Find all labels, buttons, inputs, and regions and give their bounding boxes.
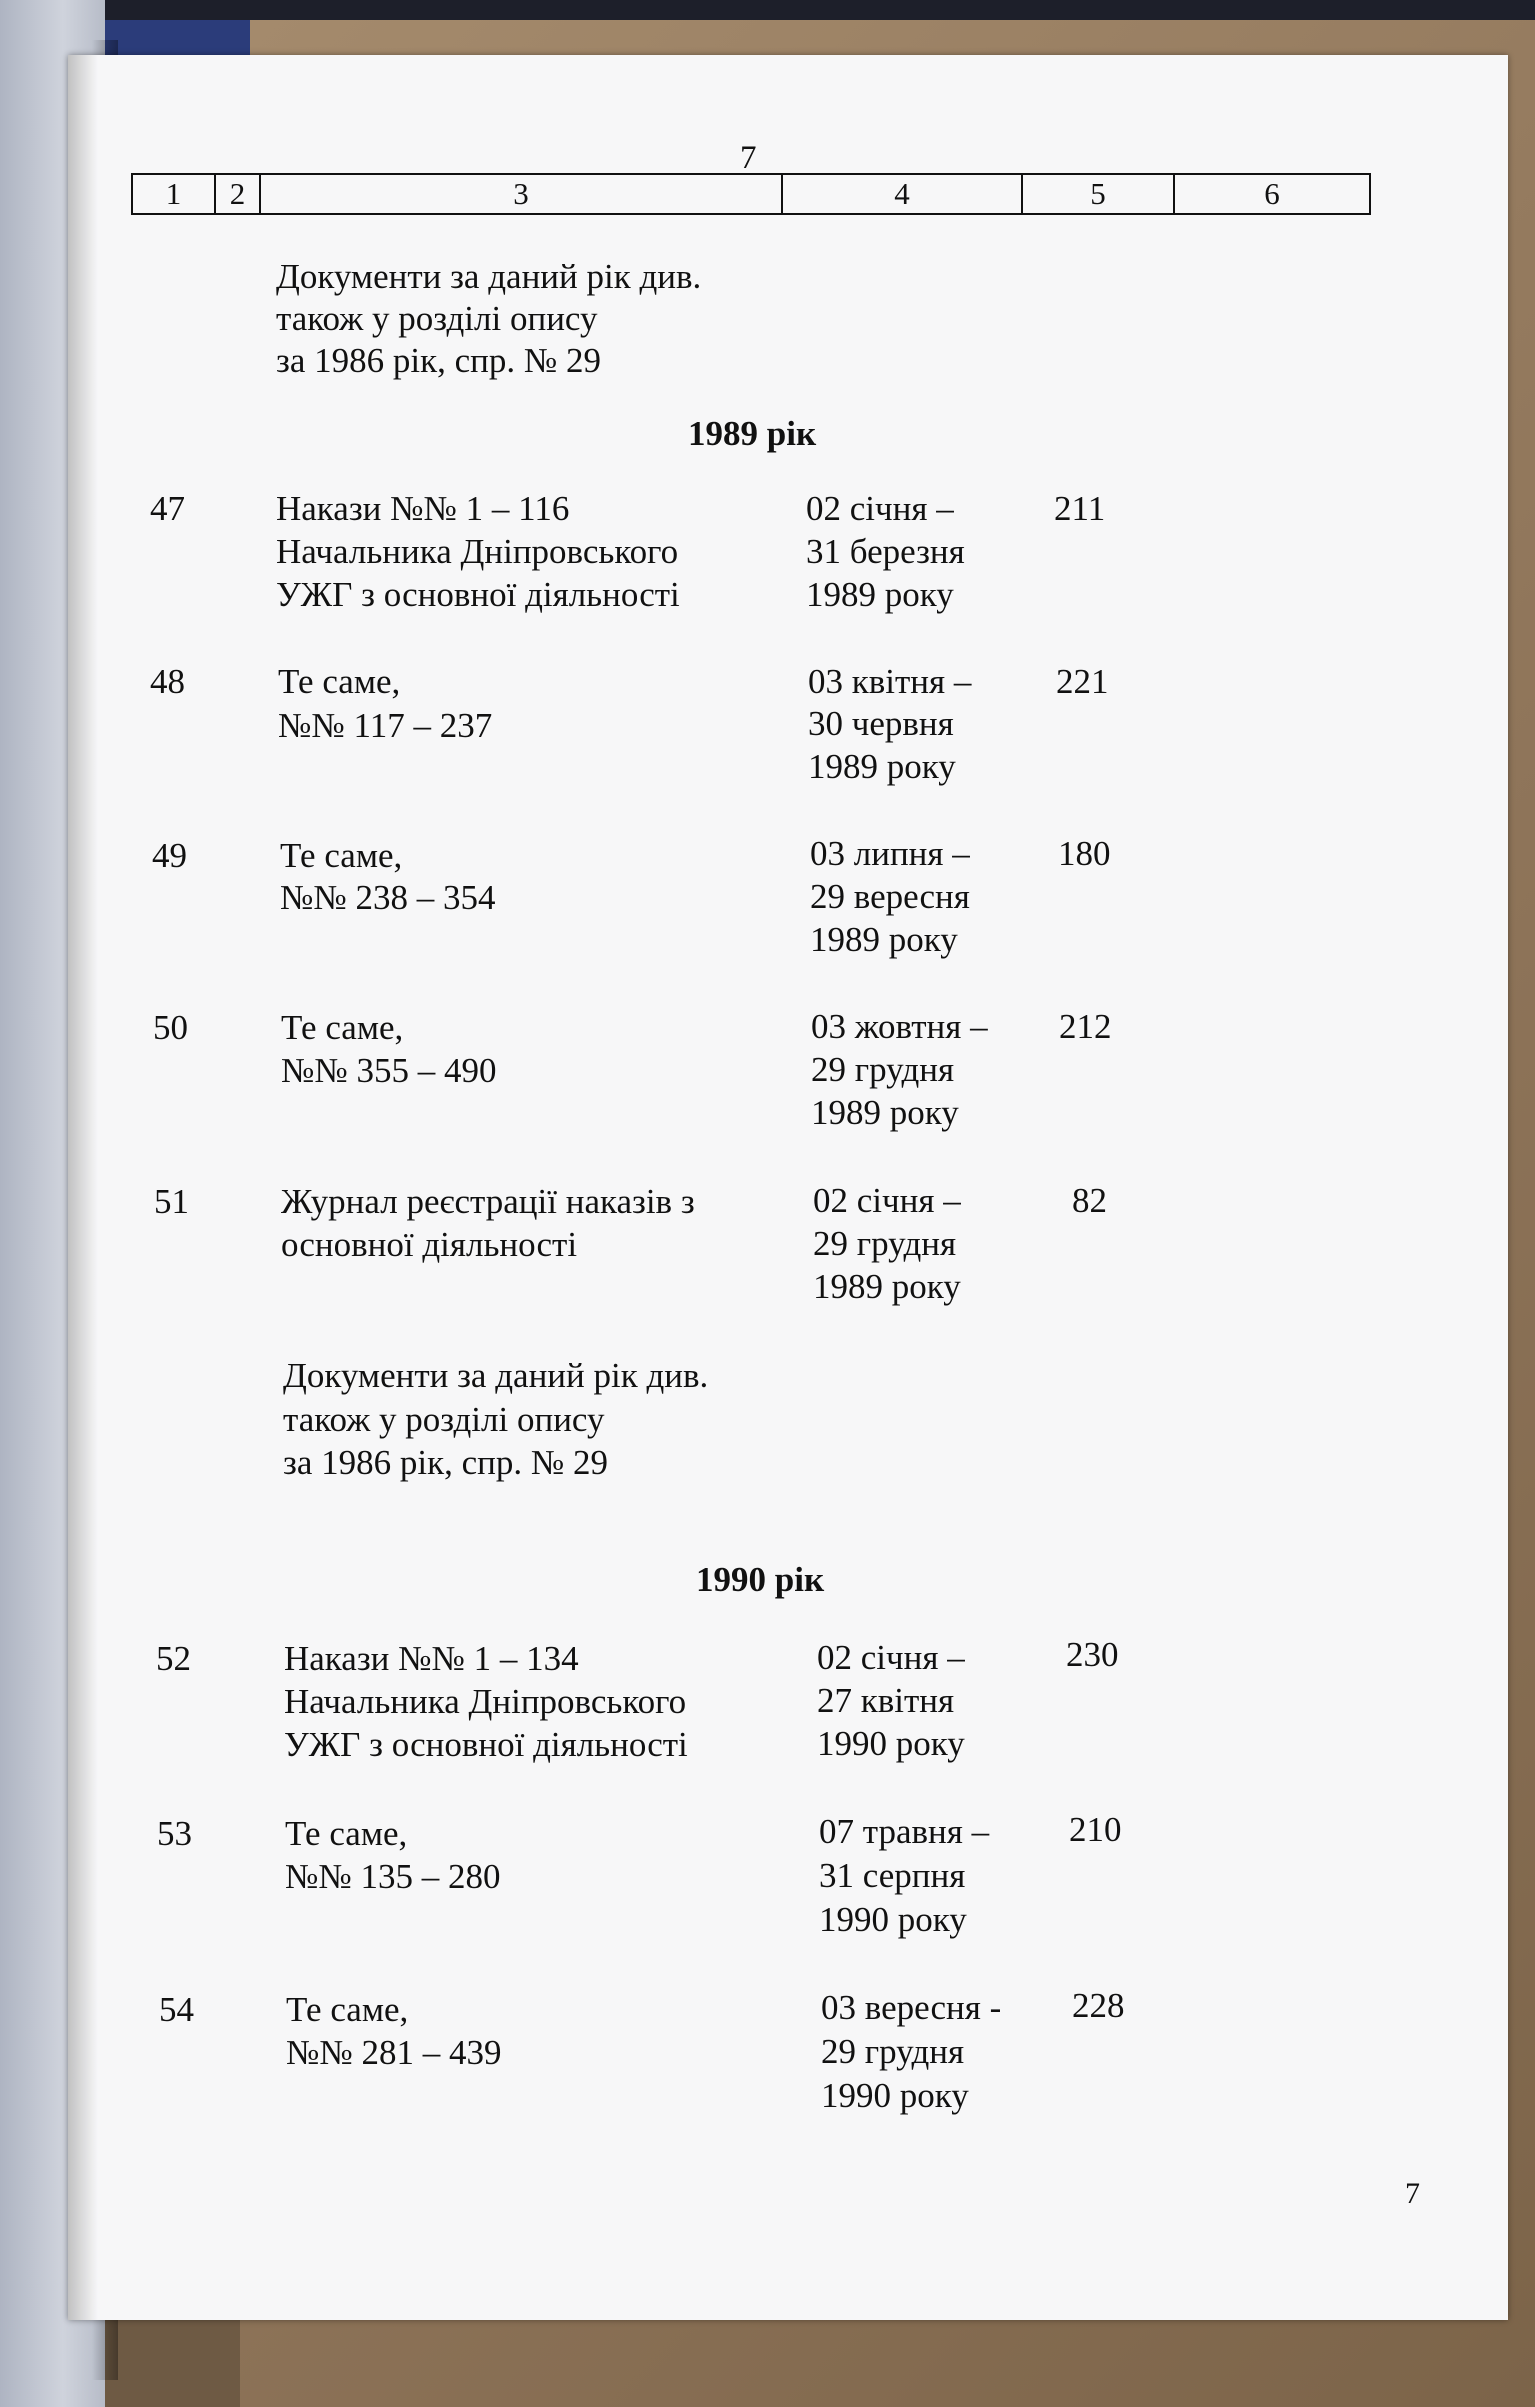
item-title-line: Те саме, [285, 1814, 408, 1853]
item-title-line: №№ 238 – 354 [280, 878, 496, 917]
header-col-4: 4 [783, 175, 1023, 213]
item-title-line: Те саме, [278, 662, 401, 701]
item-title-line: Накази №№ 1 – 134 [284, 1639, 579, 1678]
item-title-line: Журнал реєстрації наказів з [281, 1182, 695, 1221]
item-title-line: №№ 135 – 280 [285, 1857, 501, 1896]
top-dark-edge [0, 0, 1535, 20]
item-date-line: 07 травня – [819, 1812, 990, 1851]
item-date-line: 29 грудня [821, 2032, 965, 2071]
item-date-line: 03 жовтня – [811, 1007, 988, 1046]
item-date-line: 1989 року [811, 1093, 959, 1132]
item-number: 51 [154, 1182, 189, 1221]
item-date-line: 1989 року [808, 747, 956, 786]
item-date-line: 1990 року [817, 1724, 965, 1763]
note-top-line: також у розділі опису [276, 299, 598, 338]
item-date-line: 03 вересня - [821, 1988, 1002, 2027]
note-top-line: за 1986 рік, спр. № 29 [276, 341, 601, 380]
item-title-line: основної діяльності [281, 1225, 578, 1264]
year-heading-1990: 1990 рік [696, 1560, 825, 1599]
item-title-line: Начальника Дніпровського [276, 532, 679, 571]
item-date-line: 03 липня – [810, 834, 970, 873]
item-pages: 212 [1059, 1007, 1112, 1046]
page-number-top: 7 [740, 140, 757, 176]
header-col-3: 3 [261, 175, 783, 213]
header-col-2: 2 [216, 175, 261, 213]
note-top-line: Документи за даний рік див. [276, 257, 702, 296]
item-number: 52 [156, 1639, 191, 1678]
header-col-5: 5 [1023, 175, 1175, 213]
note-bottom-line: Документи за даний рік див. [283, 1356, 709, 1395]
header-col-6: 6 [1264, 176, 1280, 211]
item-pages: 211 [1054, 489, 1106, 528]
item-pages: 210 [1069, 1810, 1122, 1849]
item-title-line: Начальника Дніпровського [284, 1682, 687, 1721]
item-title-line: №№ 281 – 439 [286, 2033, 502, 2072]
item-pages: 230 [1066, 1635, 1119, 1674]
item-pages: 82 [1072, 1181, 1107, 1220]
item-number: 48 [150, 662, 185, 701]
item-date-line: 1990 року [819, 1900, 967, 1939]
item-date-line: 29 грудня [813, 1224, 957, 1263]
page-number-bottom: 7 [1405, 2177, 1420, 2210]
item-date-line: 02 січня – [817, 1638, 965, 1677]
item-title-line: УЖГ з основної діяльності [284, 1725, 688, 1764]
item-pages: 228 [1072, 1986, 1125, 2025]
item-number: 54 [159, 1990, 194, 2029]
item-date-line: 1989 року [806, 575, 954, 614]
item-date-line: 1989 року [813, 1267, 961, 1306]
item-title-line: Накази №№ 1 – 116 [276, 489, 570, 528]
item-number: 50 [153, 1008, 188, 1047]
item-date-line: 02 січня – [806, 489, 954, 528]
header-col-1: 1 [133, 175, 216, 213]
item-date-line: 1990 року [821, 2076, 969, 2115]
item-date-line: 31 березня [806, 532, 965, 571]
item-date-line: 29 грудня [811, 1050, 955, 1089]
note-bottom-line: також у розділі опису [283, 1400, 605, 1439]
item-pages: 180 [1058, 834, 1111, 873]
note-bottom-line: за 1986 рік, спр. № 29 [283, 1443, 608, 1482]
year-heading-1989: 1989 рік [688, 414, 817, 453]
item-title-line: Те саме, [280, 836, 403, 875]
item-date-line: 27 квітня [817, 1681, 955, 1720]
spine-shadow [68, 55, 98, 2320]
item-date-line: 30 червня [808, 704, 954, 743]
item-number: 49 [152, 836, 187, 875]
column-header-row [131, 173, 1371, 215]
item-title-line: УЖГ з основної діяльності [276, 575, 680, 614]
item-title-line: Те саме, [286, 1990, 409, 2029]
item-number: 47 [150, 489, 185, 528]
item-date-line: 1989 року [810, 920, 958, 959]
item-date-line: 29 вересня [810, 877, 970, 916]
item-title-line: Те саме, [281, 1008, 404, 1047]
item-title-line: №№ 355 – 490 [281, 1051, 497, 1090]
item-title-line: №№ 117 – 237 [278, 706, 493, 745]
item-date-line: 03 квітня – [808, 662, 972, 701]
item-date-line: 31 серпня [819, 1856, 966, 1895]
item-number: 53 [157, 1814, 192, 1853]
item-date-line: 02 січня – [813, 1181, 961, 1220]
item-pages: 221 [1056, 662, 1109, 701]
